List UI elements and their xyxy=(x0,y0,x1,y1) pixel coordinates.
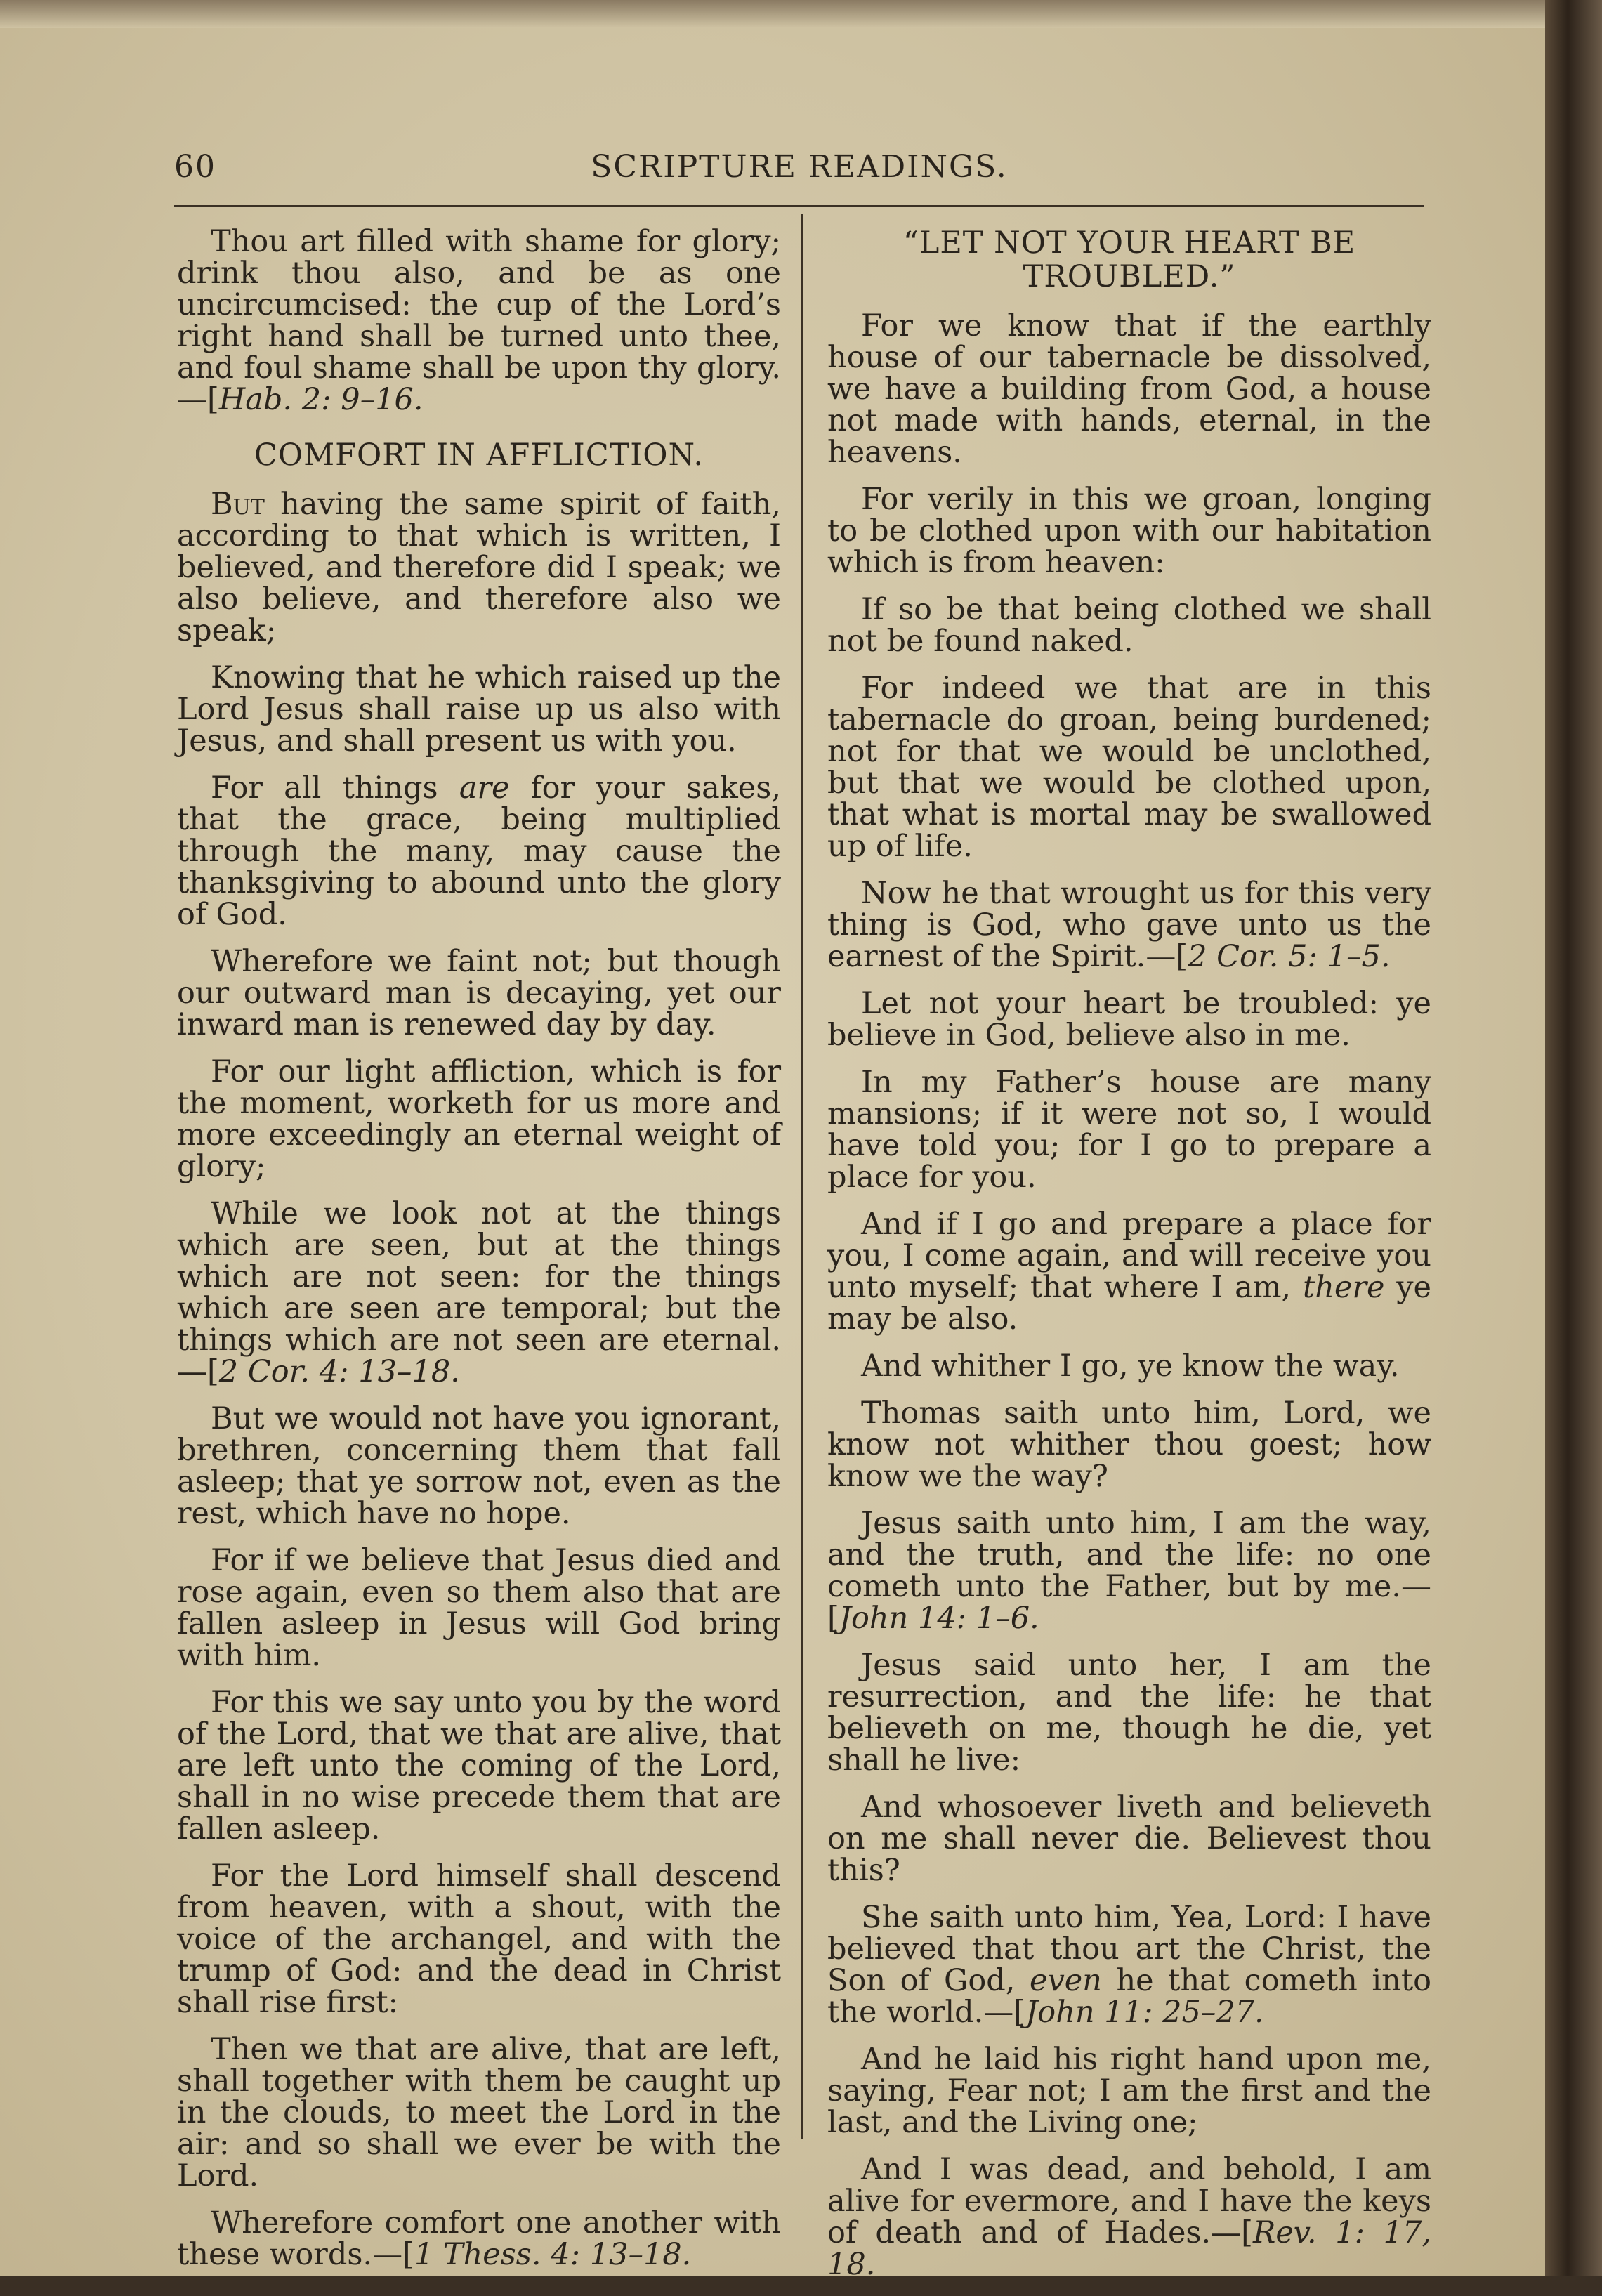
verse-paragraph: For all things are for your sakes, that the grace, being multiplied through the many, may cause the thanksgiving to abound unto the glory of God. xyxy=(177,770,781,932)
verse-paragraph: For this we say unto you by the word of the Lord, that we that are alive, that are left unto the coming of the Lord, shall in no wise precede them that are fallen asleep. xyxy=(177,1685,781,1846)
header-rule xyxy=(174,205,1424,207)
column-divider xyxy=(801,214,803,2139)
left-column xyxy=(177,226,781,2286)
verse-paragraph: For our light affliction, which is for the moment, worketh for us more and more exceedingly an eternal weight of glory; xyxy=(177,1054,781,1184)
verse-paragraph: Jesus said unto her, I am the resurrection, and the life: he that believeth on me, though he die, yet shall he live: xyxy=(827,1648,1431,1778)
verse-paragraph: Jesus saith unto him, I am the way, and the truth, and the life: no one cometh unto the Father, but by me.—[John 14: 1–6. xyxy=(827,1506,1431,1636)
verse-paragraph: And whither I go, ye know the way. xyxy=(861,1349,1400,1384)
running-head xyxy=(174,149,1424,191)
verse-paragraph: Now he that wrought us for this very thing is God, who gave unto us the earnest of the Spirit.—[2 Cor. 5: 1–5. xyxy=(827,876,1431,974)
verse-paragraph: Knowing that he which raised up the Lord Jesus shall raise up us also with Jesus, and shall present us with you. xyxy=(177,660,781,759)
verse-paragraph: For we know that if the earthly house of our tabernacle be dissolved, we have a building from God, a house not made with hands, eternal, in the heavens. xyxy=(827,308,1431,470)
verse-paragraph: And he laid his right hand upon me, saying, Fear not; I am the first and the last, and the Living one; xyxy=(827,2042,1431,2140)
scripture-reference: Hab. 2: 9–16. xyxy=(218,382,424,417)
verse-paragraph: In my Father’s house are many mansions; if it were not so, I would have told you; for I go to prepare a place for you. xyxy=(827,1065,1431,1195)
section-title-heart: “LET NOT YOUR HEART BE TROUBLED.” xyxy=(902,225,1356,294)
scripture-reference: 2 Cor. 5: 1–5. xyxy=(1188,939,1391,974)
verse-paragraph: And I was dead, and behold, I am alive for evermore, and I have the keys of death and of Hades.—[Rev. 1: 17, 18. xyxy=(827,2152,1432,2282)
verse-paragraph: Let not your heart be troubled: ye believe in God, believe also in me. xyxy=(827,986,1431,1053)
book-binding-edge xyxy=(1545,0,1602,2276)
page-top-edge xyxy=(0,0,1602,28)
right-column xyxy=(827,226,1431,2296)
section-title-comfort: COMFORT IN AFFLICTION. xyxy=(254,438,704,473)
intro-paragraph: Thou art filled with shame for glory; drink thou also, and be as one uncircumcised: the cup of the Lord’s right hand shall be turned unto thee, and foul shame shall be upon thy glory.—[Hab. 2: 9–16. xyxy=(177,224,781,417)
verse-paragraph: If so be that being clothed we shall not be found naked. xyxy=(827,592,1431,659)
verse-paragraph: For indeed we that are in this tabernacle do groan, being burdened; not for that we would be unclothed, but that we would be clothed upon, that what is mortal may be swallowed up of life. xyxy=(827,671,1431,864)
verse-paragraph: While we look not at the things which are seen, but at the things which are not seen: for the things which are seen are temporal; but the things which are not seen are eternal.—[2 Cor. 4: 13–18. xyxy=(177,1196,781,1389)
verse-paragraph: And whosoever liveth and believeth on me shall never die. Believest thou this? xyxy=(827,1790,1431,1888)
verse-paragraph: Thomas saith unto him, Lord, we know not whither thou goest; how know we the way? xyxy=(827,1396,1431,1494)
verse-paragraph: For if we believe that Jesus died and rose again, even so them also that are fallen asleep in Jesus will God bring with him. xyxy=(177,1543,781,1673)
verse-paragraph: And if I go and prepare a place for you, I come again, and will receive you unto myself; that where I am, there ye may be also. xyxy=(827,1207,1431,1337)
scripture-reference: John 14: 1–6. xyxy=(839,1601,1039,1636)
verse-paragraph: For the Lord himself shall descend from heaven, with a shout, with the voice of the archangel, and with the trump of God: and the dead in Christ shall rise first: xyxy=(177,1858,781,2020)
scripture-reference: John 11: 25–27. xyxy=(1025,1995,1264,2030)
verse-paragraph: She saith unto him, Yea, Lord: I have believed that thou art the Christ, the Son of God, even he that cometh into the world.—[John 11: 25–27. xyxy=(827,1900,1431,2030)
verse-paragraph: For verily in this we groan, longing to be clothed upon with our habitation which is from heaven: xyxy=(827,482,1431,580)
page-number: 60 xyxy=(174,149,216,185)
verse-paragraph: Wherefore we faint not; but though our outward man is decaying, yet our inward man is renewed day by day. xyxy=(177,944,781,1042)
verse-paragraph: But having the same spirit of faith, according to that which is written, I believed, and therefore did I speak; we also believe, and therefore also we speak; xyxy=(177,487,781,648)
scripture-reference: 1 Thess. 4: 13–18. xyxy=(414,2237,692,2272)
scripture-reference: Rev. 1: 17, 18. xyxy=(827,2215,1432,2282)
running-title: SCRIPTURE READINGS. xyxy=(591,149,1008,185)
verse-paragraph: Then we that are alive, that are left, shall together with them be caught up in the clouds, to meet the Lord in the air: and so shall we ever be with the Lord. xyxy=(177,2032,781,2193)
verse-paragraph: Wherefore comfort one another with these words.—[1 Thess. 4: 13–18. xyxy=(177,2205,781,2272)
scripture-reference: 2 Cor. 4: 13–18. xyxy=(218,1354,460,1389)
verse-paragraph: But we would not have you ignorant, brethren, concerning them that fall asleep; that ye sorrow not, even as the rest, which have no hope. xyxy=(177,1401,781,1531)
